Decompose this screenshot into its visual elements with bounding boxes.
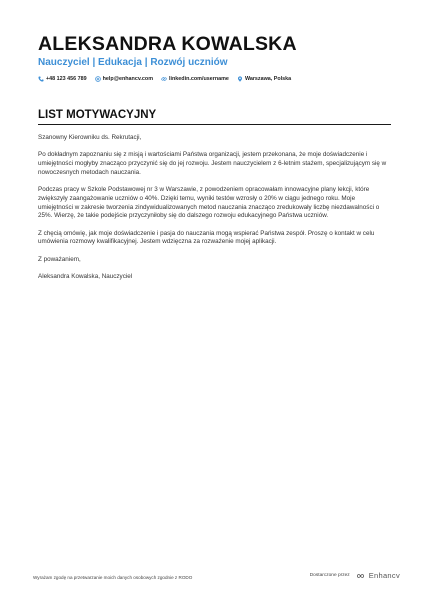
contact-email-text: help@enhancv.com: [102, 76, 154, 82]
contact-phone-text: +48 123 456 789: [46, 76, 87, 82]
contact-linkedin-text: linkedin.com/username: [169, 76, 229, 82]
link-icon: [161, 76, 167, 82]
candidate-name: ALEKSANDRA KOWALSKA: [38, 33, 297, 55]
letter-body: [38, 134, 390, 290]
letter-closing: Z poważaniem,: [38, 255, 81, 263]
location-pin-icon: [237, 76, 243, 82]
contact-linkedin[interactable]: [161, 76, 229, 82]
section-divider: [38, 124, 391, 125]
contact-location: [237, 76, 291, 82]
letter-signature: Aleksandra Kowalska, Nauczyciel: [38, 272, 133, 280]
candidate-headline: Nauczyciel | Edukacja | Rozwój uczniów: [38, 57, 228, 68]
contact-bar: [38, 76, 410, 82]
contact-email[interactable]: [95, 76, 153, 82]
brand-logo[interactable]: [354, 571, 400, 580]
at-sign-icon: [95, 76, 101, 82]
contact-phone[interactable]: [38, 76, 87, 82]
powered-by-label: Dostarczone przez: [309, 573, 350, 578]
section-title: LIST MOTYWACYJNY: [38, 109, 157, 121]
brand-name: Enhancv: [368, 571, 400, 580]
contact-location-text: Warszawa, Polska: [244, 76, 292, 82]
letter-paragraph-1: Po dokładnym zapoznaniu się z misją i wartościami Państwa organizacji, jestem przekonana, że moje doświadczenie i umiejętności mogłyby znacząco przyczynić się do jej rozwoju. Jestem nauczycielem z 6-letnim stażem, specjalizującym się w nowoczesnych metodach nauczania.: [38, 151, 387, 176]
enhancv-logo-icon: [354, 572, 367, 580]
gdpr-consent: Wyrażam zgodę na przetwarzanie moich danych osobowych zgodnie z RODO: [33, 575, 193, 580]
letter-paragraph-2: Podczas pracy w Szkole Podstawowej nr 3 w Warszawie, z powodzeniem opracowałam innowacyjne plany lekcji, które zwiększyły zaangażowanie uczniów o 40%. Dzięki temu, wyniki testów wzrosły o 20% w ciągu jednego roku. Moje umiejętności w zakresie tworzenia zindywidualizowanych metod nauczania znacząco zredukowały liczbę niezdawalności o 25%. Wierzę, że takie podejście przyczyniłoby się do dalszego rozwoju edukacyjnego Państwa uczniów.: [38, 185, 380, 220]
letter-greeting: Szanowny Kierowniku ds. Rekrutacji,: [38, 134, 142, 141]
powered-by: [310, 571, 400, 580]
letter-paragraph-3: Z chęcią omówię, jak moje doświadczenie i pasja do nauczania mogą wspierać Państwa zespół. Proszę o kontakt w celu umówienia rozmowy kwalifikacyjnej. Jestem wdzięczna za rozważenie mojej aplikacji.: [38, 229, 375, 246]
phone-icon: [38, 76, 44, 82]
